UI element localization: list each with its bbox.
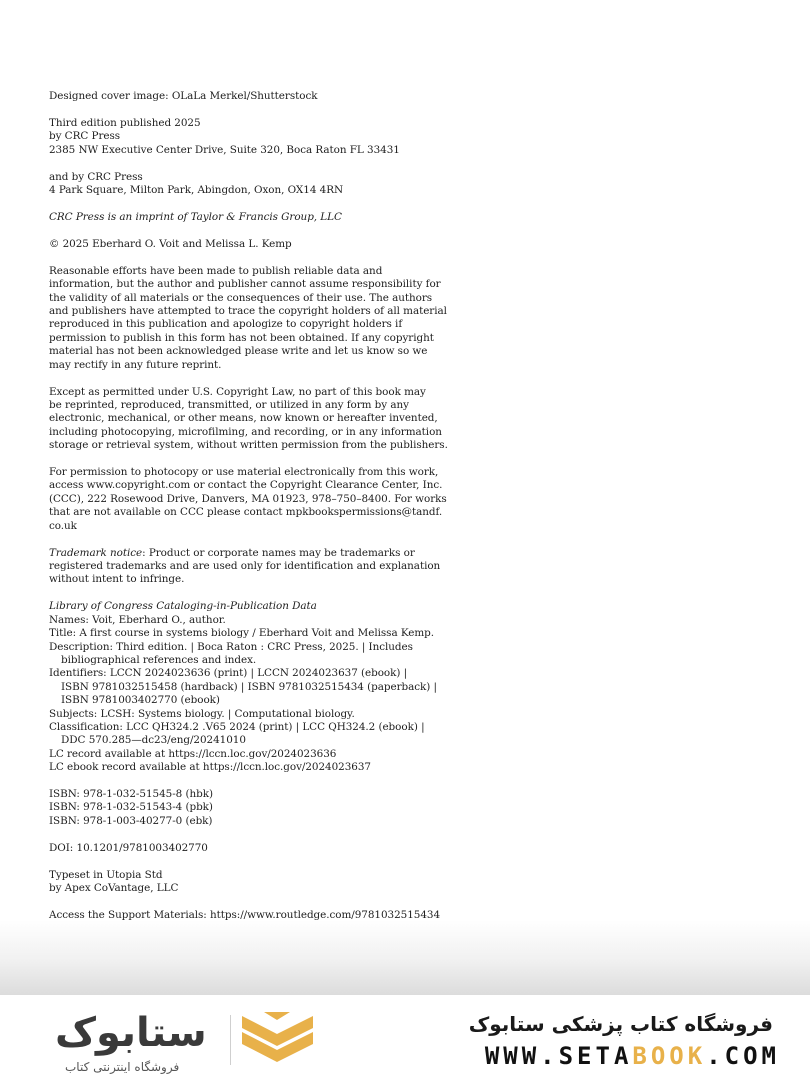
copyright-law-line: including photocopying, microfilming, and recording, or in any information [49,425,442,438]
permissions-line: For permission to photocopy or use material electronically from this work, [49,466,439,479]
permissions-paragraph [49,466,447,533]
permissions-line: that are not available on CCC please contact mpkbookspermissions@tandf. [49,506,443,519]
store-logo [55,1010,325,1080]
book-chevron-icon [240,1010,315,1068]
isbn-line: ISBN: 978-1-032-51545-8 (hbk) [49,788,213,801]
cip-line: Subjects: LCSH: Systems biology. | Computational biology. [49,707,355,720]
trademark-line: without intent to infringe. [49,573,185,586]
logo-wordmark: ستابوک [55,1010,207,1056]
cip-line: Identifiers: LCCN 2024023636 (print) | LCCN 2024023637 (ebook) | [49,667,408,680]
disclaimer-line: and publishers have attempted to trace the copyright holders of all material [49,304,447,317]
trademark-line: registered trademarks and are used only for identification and explanation [49,559,441,572]
cip-line: Names: Voit, Eberhard O., author. [49,613,226,626]
typesetter-line: by Apex CoVantage, LLC [49,882,179,895]
cover-credit-block [49,90,429,103]
cip-line: Description: Third edition. | Boca Raton : CRC Press, 2025. | Includes [49,640,413,653]
cover-image-credit: Designed cover image: OLaLa Merkel/Shutterstock [49,90,318,102]
logo-subtitle: فروشگاه اینترنتی کتاب [65,1060,180,1074]
cip-line: ISBN 9781032515458 (hardback) | ISBN 9781032515434 (paperback) | [61,680,437,693]
disclaimer-line: reproduced in this publication and apologize to copyright holders if [49,318,403,331]
uk-publisher-block [49,171,429,198]
publisher-line: by CRC Press [49,130,121,143]
typeset-block [49,869,429,896]
isbn-line: ISBN: 978-1-003-40277-0 (ebk) [49,814,213,827]
imprint-block [49,211,429,224]
shop-url [485,1042,780,1070]
publisher-line-uk: and by CRC Press [49,170,143,183]
permissions-line: co.uk [49,519,77,532]
cip-title: Library of Congress Cataloging-in-Publication Data [49,600,317,613]
imprint-line: CRC Press is an imprint of Taylor & Francis Group, LLC [49,210,342,223]
disclaimer-line: permission to publish in this form has not been obtained. If any copyright [49,331,434,344]
cip-line: LC record available at https://lccn.loc.gov/2024023636 [49,747,337,760]
isbn-block [49,788,429,828]
edition-block [49,117,429,157]
isbn-line: ISBN: 978-1-032-51543-4 (pbk) [49,801,213,814]
logo-divider [230,1015,231,1065]
support-materials-line: Access the Support Materials: https://www.routledge.com/9781032515434 [49,909,441,921]
copyright-law-line: be reprinted, reproduced, transmitted, or utilized in any form by any [49,398,409,411]
copyright-law-line: electronic, mechanical, or other means, now known or hereafter invented, [49,412,438,425]
copyright-law-line: storage or retrieval system, without written permission from the publishers. [49,439,448,452]
disclaimer-line: the validity of all materials or the consequences of their use. The authors [49,291,433,304]
store-watermark-banner [0,995,810,1080]
copyright-law-line: Except as permitted under U.S. Copyright Law, no part of this book may [49,385,426,398]
permissions-line: (CCC), 222 Rosewood Drive, Danvers, MA 01923, 978–750–8400. For works [49,492,447,505]
permissions-line: access www.copyright.com or contact the Copyright Clearance Center, Inc. [49,479,443,492]
doi-line: DOI: 10.1201/9781003402770 [49,841,208,854]
trademark-first-line [49,547,429,560]
cip-line: ISBN 9781003402770 (ebook) [61,694,220,707]
cip-line: LC ebook record available at https://lccn.loc.gov/2024023637 [49,761,371,774]
trademark-text: : Product or corporate names may be trademarks or [142,546,415,559]
copyright-page-content [49,90,448,936]
support-block [49,909,441,922]
disclaimer-line: may rectify in any future reprint. [49,358,222,371]
trademark-label: Trademark notice [49,546,143,559]
publisher-address-uk: 4 Park Square, Milton Park, Abingdon, Oxon, OX14 4RN [49,184,344,197]
url-suffix: .COM [706,1042,780,1070]
url-prefix: WWW.SETA [484,1042,633,1070]
cip-line: DDC 570.285—dc23/eng/20241010 [61,734,246,747]
disclaimer-line: material has not been acknowledged please write and let us know so we [49,345,428,358]
disclaimer-line: information, but the author and publisher cannot assume responsibility for [49,278,441,291]
cip-line: bibliographical references and index. [61,653,257,666]
cip-line: Classification: LCC QH324.2 .V65 2024 (print) | LCC QH324.2 (ebook) | [49,720,425,733]
url-accent: BOOK [632,1042,707,1070]
publisher-address: 2385 NW Executive Center Drive, Suite 320, Boca Raton FL 33431 [49,143,400,156]
typeset-line: Typeset in Utopia Std [49,868,163,881]
doi-block [49,842,429,855]
shop-title: فروشگاه کتاب پزشکی ستابوک [468,1012,773,1036]
copyright-block [49,238,429,251]
trademark-paragraph [49,546,441,587]
disclaimer-line: Reasonable efforts have been made to publish reliable data and [49,264,383,277]
cip-line: Title: A first course in systems biology / Eberhard Voit and Melissa Kemp. [49,627,435,640]
copyright-law-paragraph [49,385,448,453]
disclaimer-paragraph [49,264,447,372]
edition-line: Third edition published 2025 [49,116,201,129]
copyright-line: © 2025 Eberhard O. Voit and Melissa L. Kemp [49,237,292,250]
cip-data-block [49,600,437,774]
